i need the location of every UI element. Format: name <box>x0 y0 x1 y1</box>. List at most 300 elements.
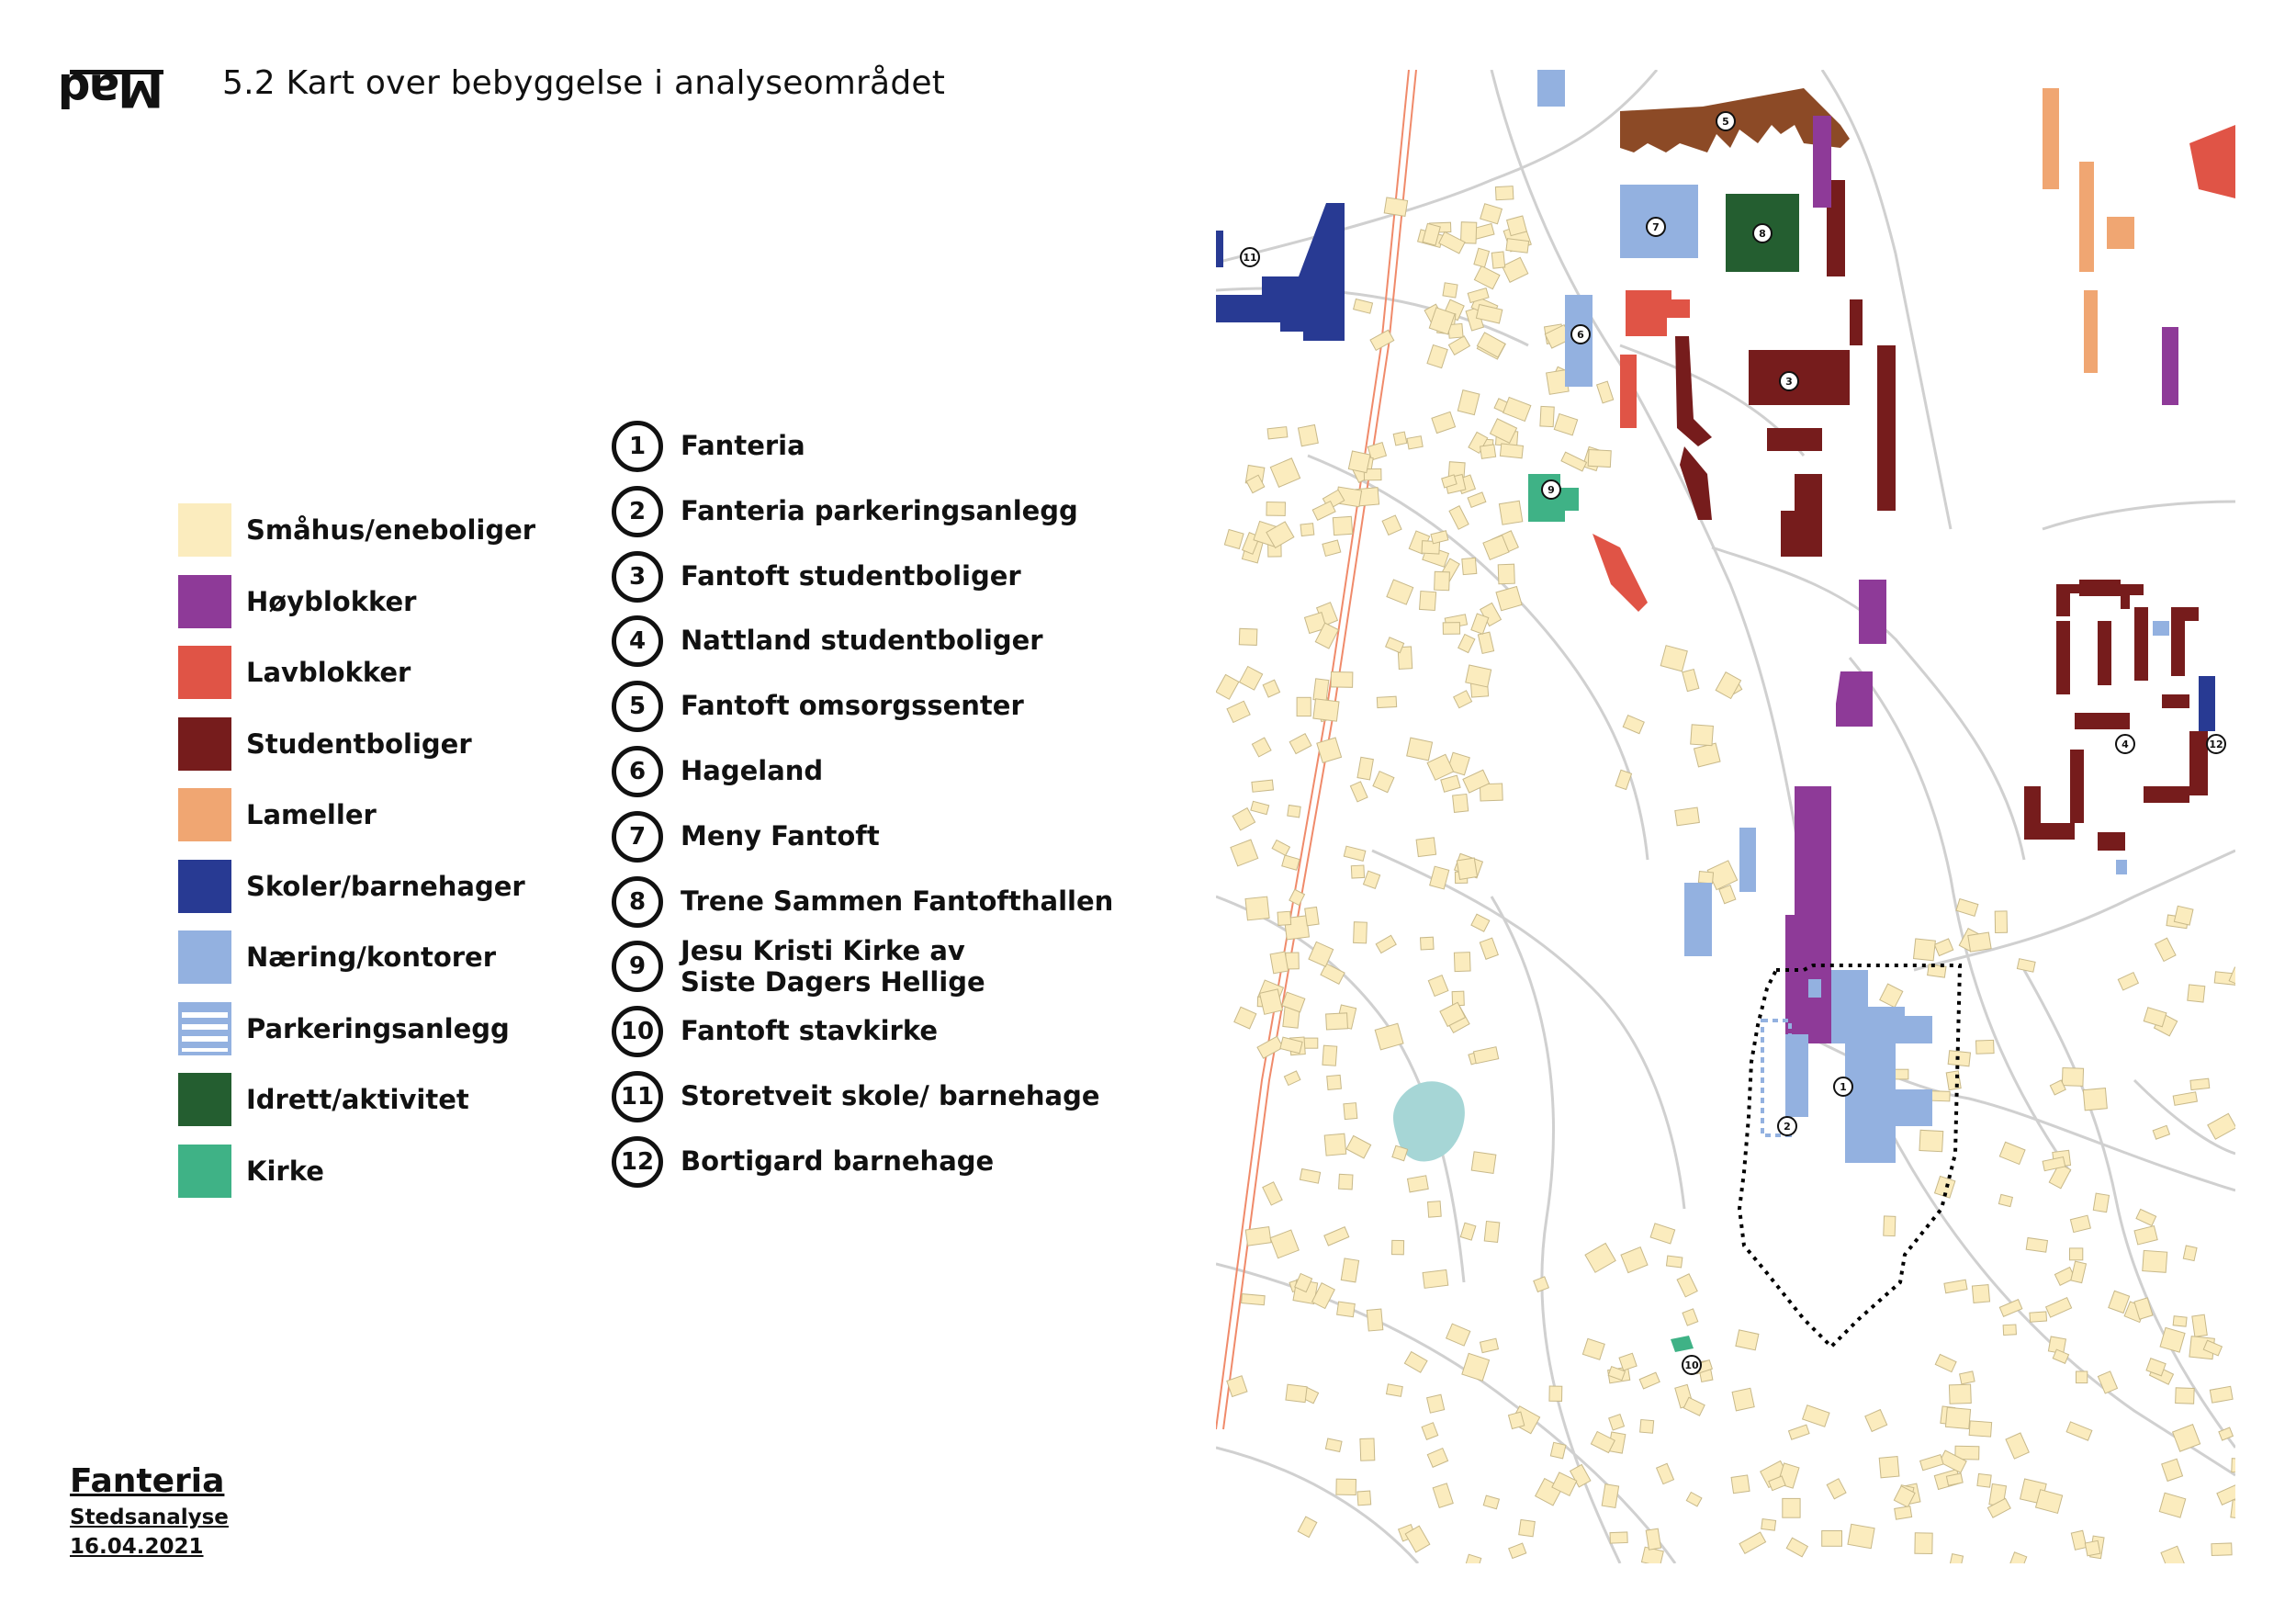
small-house <box>1474 266 1500 289</box>
small-house <box>1263 680 1279 697</box>
small-house <box>1305 907 1319 925</box>
small-house <box>1428 976 1448 997</box>
small-house <box>1946 1071 1961 1090</box>
map-marker-label: 10 <box>1684 1359 1699 1371</box>
small-house <box>1503 257 1528 282</box>
small-house <box>1393 432 1407 445</box>
small-house <box>1443 283 1458 298</box>
small-house <box>1322 1045 1337 1066</box>
small-house <box>1289 734 1311 754</box>
small-house <box>2118 973 2138 990</box>
map-marker <box>1683 1356 1701 1374</box>
small-house <box>1865 1410 1887 1432</box>
building-student <box>2171 607 2199 676</box>
small-house <box>1321 964 1345 984</box>
map-marker <box>1834 1077 1852 1096</box>
place-number: 8 <box>612 876 663 928</box>
small-house <box>1934 939 1953 956</box>
building-student <box>2079 580 2121 596</box>
small-house <box>1471 1152 1496 1174</box>
legend-label: Studentboliger <box>246 727 472 760</box>
building-lowrise <box>2189 125 2235 198</box>
small-house <box>1498 564 1514 584</box>
small-house <box>1880 984 1903 1008</box>
small-house <box>1377 696 1396 707</box>
map-marker <box>1542 480 1560 499</box>
small-house <box>1588 450 1611 468</box>
map-marker <box>1647 218 1665 236</box>
map-marker-label: 6 <box>1577 329 1584 341</box>
small-house <box>1698 872 1713 884</box>
place-name-line: Fantoft studentboliger <box>681 559 1021 592</box>
small-house <box>1234 1007 1256 1029</box>
building-highrise <box>2162 327 2178 405</box>
small-house <box>1944 1280 1967 1293</box>
small-house <box>1382 515 1401 535</box>
small-house <box>1457 858 1477 879</box>
small-house <box>1427 1449 1447 1468</box>
legend-swatch <box>178 1145 231 1198</box>
building-office <box>1684 883 1712 956</box>
building-student <box>2056 621 2070 694</box>
small-house <box>2176 1388 2195 1404</box>
place-number: 3 <box>612 551 663 603</box>
small-house <box>1433 1483 1453 1507</box>
small-house <box>1509 1543 1526 1558</box>
small-house <box>1491 252 1505 268</box>
small-house <box>1995 911 2007 933</box>
small-house <box>2183 1246 2197 1261</box>
small-house <box>1500 444 1523 458</box>
small-house <box>1354 299 1373 314</box>
small-house <box>2231 1500 2235 1519</box>
place-name <box>681 1015 938 1046</box>
small-house <box>1326 1013 1348 1030</box>
place-number: 1 <box>612 421 663 472</box>
legend-swatch <box>178 1073 231 1126</box>
small-house <box>1387 1384 1403 1397</box>
small-house <box>1270 458 1300 488</box>
small-house <box>1252 738 1271 757</box>
small-house <box>1427 345 1447 368</box>
small-house <box>1484 1222 1500 1243</box>
small-house <box>1615 770 1631 789</box>
legend-label: Lavblokker <box>246 657 411 688</box>
place-number: 11 <box>612 1071 663 1122</box>
small-house <box>1224 530 1244 549</box>
small-house <box>1272 840 1289 856</box>
small-house <box>1675 807 1700 826</box>
small-house <box>1464 1554 1481 1563</box>
building-student <box>1877 345 1896 511</box>
small-house <box>1534 1277 1549 1292</box>
small-house <box>1428 1201 1442 1218</box>
small-house <box>1392 1240 1404 1254</box>
road <box>2024 970 2235 1448</box>
logo: Mad <box>59 63 163 117</box>
place-name <box>681 1145 994 1177</box>
small-house <box>2083 1088 2107 1111</box>
place-number: 5 <box>612 681 663 732</box>
legend-label: Småhus/eneboliger <box>246 514 536 546</box>
small-house <box>2006 1433 2029 1459</box>
map-marker-label: 11 <box>1243 252 1257 264</box>
small-house <box>1956 899 1978 917</box>
building-student <box>1675 336 1712 446</box>
place-name-line: Siste Dagers Hellige <box>681 966 985 998</box>
map-marker-label: 4 <box>2122 739 2129 750</box>
small-house <box>1232 808 1255 830</box>
small-house <box>1474 1047 1499 1064</box>
small-house <box>1367 1309 1383 1331</box>
small-house <box>2085 1540 2100 1556</box>
place-name-line: Hageland <box>681 754 824 786</box>
place-number: 6 <box>612 746 663 797</box>
small-house <box>1610 1532 1627 1543</box>
small-house <box>1325 1438 1342 1451</box>
building-lamell <box>2107 217 2134 249</box>
small-house <box>1666 1256 1682 1268</box>
small-house <box>1299 425 1319 446</box>
small-house <box>1376 935 1396 953</box>
small-house <box>1736 1330 1759 1350</box>
small-house <box>1341 1258 1358 1282</box>
report-subtitle: Stedsanalyse <box>70 1506 229 1529</box>
building-school <box>1216 203 1345 341</box>
small-house <box>1286 1384 1307 1402</box>
small-house <box>1432 412 1456 433</box>
small-house <box>1550 1442 1566 1459</box>
building-lowrise <box>1620 355 1637 428</box>
small-house <box>1454 953 1470 972</box>
place-number: 7 <box>612 811 663 863</box>
building-lamell <box>2084 290 2098 373</box>
small-house <box>1660 646 1687 671</box>
place-name-line: Nattland studentboliger <box>681 625 1043 657</box>
place-name <box>681 820 880 851</box>
report-date: 16.04.2021 <box>70 1535 204 1559</box>
small-house <box>1370 330 1394 350</box>
building-lamell <box>2043 88 2059 189</box>
map-marker-label: 9 <box>1548 484 1555 496</box>
small-house <box>1640 1420 1654 1434</box>
place-name-line: Storetveit skole/ barnehage <box>681 1079 1100 1111</box>
small-house <box>1458 635 1475 653</box>
building-lamell <box>2079 162 2094 272</box>
legend-swatch <box>178 860 231 913</box>
small-house <box>1623 716 1644 734</box>
small-house <box>1848 1524 1874 1548</box>
small-house <box>1480 204 1503 224</box>
small-house <box>1322 540 1341 556</box>
small-house <box>2030 1312 2047 1322</box>
small-house <box>1257 1036 1283 1058</box>
place-name-line: Jesu Kristi Kirke av <box>681 935 965 967</box>
small-house <box>1471 614 1489 634</box>
small-house <box>1935 1354 1956 1371</box>
small-house <box>2159 1493 2186 1517</box>
small-house <box>1416 838 1436 857</box>
small-house <box>1435 571 1450 590</box>
small-house <box>1657 1463 1674 1483</box>
building-student <box>2162 694 2189 708</box>
small-house <box>1466 665 1491 687</box>
small-house <box>2003 1325 2016 1336</box>
map-buildings <box>1216 70 2235 1352</box>
small-house <box>1333 516 1352 535</box>
small-house <box>2188 985 2205 1002</box>
building-lowrise <box>1626 290 1690 336</box>
small-house <box>1506 239 1529 254</box>
small-house <box>1460 1223 1476 1240</box>
small-house <box>2070 1248 2083 1260</box>
legend-label: Næring/kontorer <box>246 942 497 973</box>
report-title: Fanteria <box>70 1462 225 1500</box>
small-house <box>1483 1495 1499 1509</box>
small-house <box>1915 1533 1932 1554</box>
place-name-line: Bortigard barnehage <box>681 1145 995 1177</box>
small-house <box>1477 333 1505 357</box>
small-house <box>1277 911 1291 925</box>
building-highrise <box>1813 116 1831 208</box>
small-house <box>1677 1274 1697 1297</box>
place-name-line: Trene Sammen Fantofthallen <box>681 885 1114 917</box>
small-house <box>1480 445 1496 458</box>
legend-swatch <box>178 717 231 771</box>
building-student <box>2070 750 2084 823</box>
small-house <box>1252 780 1274 792</box>
small-house <box>1284 1071 1300 1086</box>
small-house <box>2026 1238 2047 1253</box>
building-student <box>2024 823 2075 840</box>
place-name-line: Fantoft omsorgssenter <box>681 690 1024 722</box>
map <box>1216 70 2235 1563</box>
building-student <box>1781 474 1822 557</box>
small-house <box>1386 637 1404 653</box>
small-house <box>1471 914 1490 931</box>
small-house <box>2017 959 2035 972</box>
small-house <box>1639 1372 1660 1389</box>
small-house <box>1360 1438 1375 1460</box>
small-house <box>1554 414 1577 435</box>
small-house <box>1270 952 1289 974</box>
small-house <box>1336 1479 1356 1494</box>
small-house <box>2036 1490 2063 1514</box>
small-house <box>1950 1554 1964 1563</box>
small-house <box>1602 1484 1618 1508</box>
road <box>2043 502 2235 529</box>
small-house <box>1313 699 1339 721</box>
small-house <box>1732 1388 1754 1411</box>
small-house <box>1384 197 1407 216</box>
building-student <box>2134 607 2148 681</box>
map-markers <box>1241 112 2225 1374</box>
place-name-line: Fanteria <box>681 430 805 461</box>
small-house <box>1549 1386 1562 1401</box>
legend-swatch <box>178 788 231 841</box>
small-house <box>1496 586 1522 610</box>
small-house <box>1267 427 1288 439</box>
small-house <box>1884 1216 1896 1236</box>
small-house <box>1297 697 1311 716</box>
place-name <box>681 885 1113 917</box>
map-marker-label: 8 <box>1759 228 1766 240</box>
small-house <box>1300 1169 1320 1184</box>
small-house <box>1453 795 1469 813</box>
building-student <box>2056 584 2079 616</box>
place-name-line: Fantoft stavkirke <box>681 1015 938 1047</box>
small-house <box>2070 1215 2090 1232</box>
small-house <box>1422 1423 1438 1440</box>
small-house <box>1731 1475 1750 1494</box>
page-title: 5.2 Kart over bebyggelse i analyseområdet <box>222 64 946 102</box>
small-house <box>1920 1455 1943 1471</box>
place-name <box>681 1080 1100 1111</box>
small-house <box>1423 1269 1448 1288</box>
building-highrise <box>1859 580 1886 644</box>
small-house <box>1461 222 1477 243</box>
small-house <box>1480 1338 1499 1352</box>
small-house <box>1694 743 1721 767</box>
map-marker-label: 3 <box>1785 376 1793 388</box>
place-name <box>681 560 1021 592</box>
building-office <box>2153 621 2169 636</box>
small-house <box>1739 1532 1766 1553</box>
small-house <box>1716 672 1740 699</box>
small-house <box>1312 502 1335 521</box>
small-house <box>2212 1543 2232 1556</box>
small-house <box>1931 1091 1951 1101</box>
small-house <box>1621 1247 1648 1273</box>
small-house <box>1407 436 1423 449</box>
small-house <box>1972 1285 1989 1303</box>
building-school <box>2199 676 2215 731</box>
road <box>1216 1264 1675 1563</box>
legend-label: Idrett/aktivitet <box>246 1084 469 1115</box>
small-house <box>2144 1008 2167 1027</box>
small-house <box>1449 506 1469 530</box>
small-house <box>1789 1425 1810 1439</box>
small-house <box>1427 1394 1445 1413</box>
place-name-line: Meny Fantoft <box>681 819 880 851</box>
small-house <box>1404 1352 1427 1373</box>
map-marker-label: 12 <box>2209 739 2223 750</box>
small-house <box>1251 801 1269 814</box>
building-student <box>1767 428 1822 451</box>
small-house <box>1783 1498 1800 1517</box>
small-house <box>1375 1023 1403 1050</box>
small-house <box>2071 1530 2087 1550</box>
small-house <box>2109 1291 2130 1313</box>
small-house <box>1454 691 1472 708</box>
small-house <box>1960 1371 1975 1384</box>
map-marker <box>1778 1117 1796 1135</box>
small-house <box>1446 1324 1470 1346</box>
small-house <box>1803 1405 1829 1427</box>
small-house <box>1327 1075 1342 1089</box>
road <box>2134 1080 2235 1154</box>
small-house <box>1239 628 1257 645</box>
building-student <box>1850 299 1863 345</box>
small-house <box>1344 1103 1357 1120</box>
small-house <box>1609 1415 1625 1430</box>
small-house <box>1597 381 1614 403</box>
legend-swatch <box>178 930 231 984</box>
building-student <box>2098 832 2125 851</box>
building-student <box>2098 621 2111 685</box>
place-number: 2 <box>612 486 663 537</box>
small-house <box>1373 772 1394 793</box>
small-house <box>1786 1538 1807 1557</box>
map-marker <box>1716 112 1735 130</box>
small-house <box>1351 865 1364 878</box>
legend-label: Skoler/barnehager <box>246 870 525 902</box>
small-house <box>1337 1302 1356 1317</box>
small-house <box>1288 806 1300 818</box>
small-house <box>1495 186 1514 200</box>
small-house <box>1507 216 1527 236</box>
small-house <box>1683 1309 1698 1325</box>
building-highrise <box>1836 671 1873 727</box>
legend-swatch <box>178 575 231 628</box>
small-house <box>2173 1425 2200 1452</box>
small-house <box>1949 1384 1971 1404</box>
small-house <box>1357 1491 1371 1506</box>
small-house <box>1458 390 1480 415</box>
legend-swatch <box>178 646 231 699</box>
small-house <box>2210 1386 2233 1403</box>
small-house <box>1282 855 1300 870</box>
small-house <box>1719 885 1736 904</box>
small-house <box>1462 558 1477 574</box>
building-school <box>1216 231 1223 267</box>
map-marker <box>1753 224 1772 242</box>
place-number: 12 <box>612 1136 663 1188</box>
small-house <box>2190 1078 2210 1089</box>
road <box>1216 1448 1418 1563</box>
small-house <box>1431 531 1448 544</box>
small-house <box>1348 451 1370 473</box>
small-house <box>2007 1552 2027 1563</box>
small-house <box>1822 1531 1842 1547</box>
small-house <box>1270 1230 1299 1258</box>
legend-label: Lameller <box>246 799 377 830</box>
small-house <box>1499 501 1522 524</box>
small-house <box>1650 1224 1675 1244</box>
small-house <box>2062 1068 2083 1087</box>
place-name <box>681 755 823 786</box>
small-house <box>1827 1479 1846 1499</box>
small-house <box>2136 1209 2156 1225</box>
small-house <box>1245 1227 1271 1246</box>
small-house <box>2173 1316 2187 1327</box>
small-house <box>1976 1040 1995 1054</box>
building-lowrise <box>1593 534 1648 612</box>
small-house <box>1503 398 1531 422</box>
small-house <box>1387 580 1413 604</box>
building-office <box>1537 70 1565 107</box>
small-house <box>1441 775 1460 792</box>
small-house <box>2232 1459 2235 1473</box>
small-house <box>1242 1294 1266 1305</box>
small-house <box>1350 782 1367 802</box>
legend-label: Høyblokker <box>246 585 417 617</box>
small-house <box>1300 524 1314 536</box>
place-name <box>681 625 1043 656</box>
small-house <box>1914 939 1936 961</box>
small-house <box>1427 754 1454 780</box>
place-name <box>681 690 1024 721</box>
